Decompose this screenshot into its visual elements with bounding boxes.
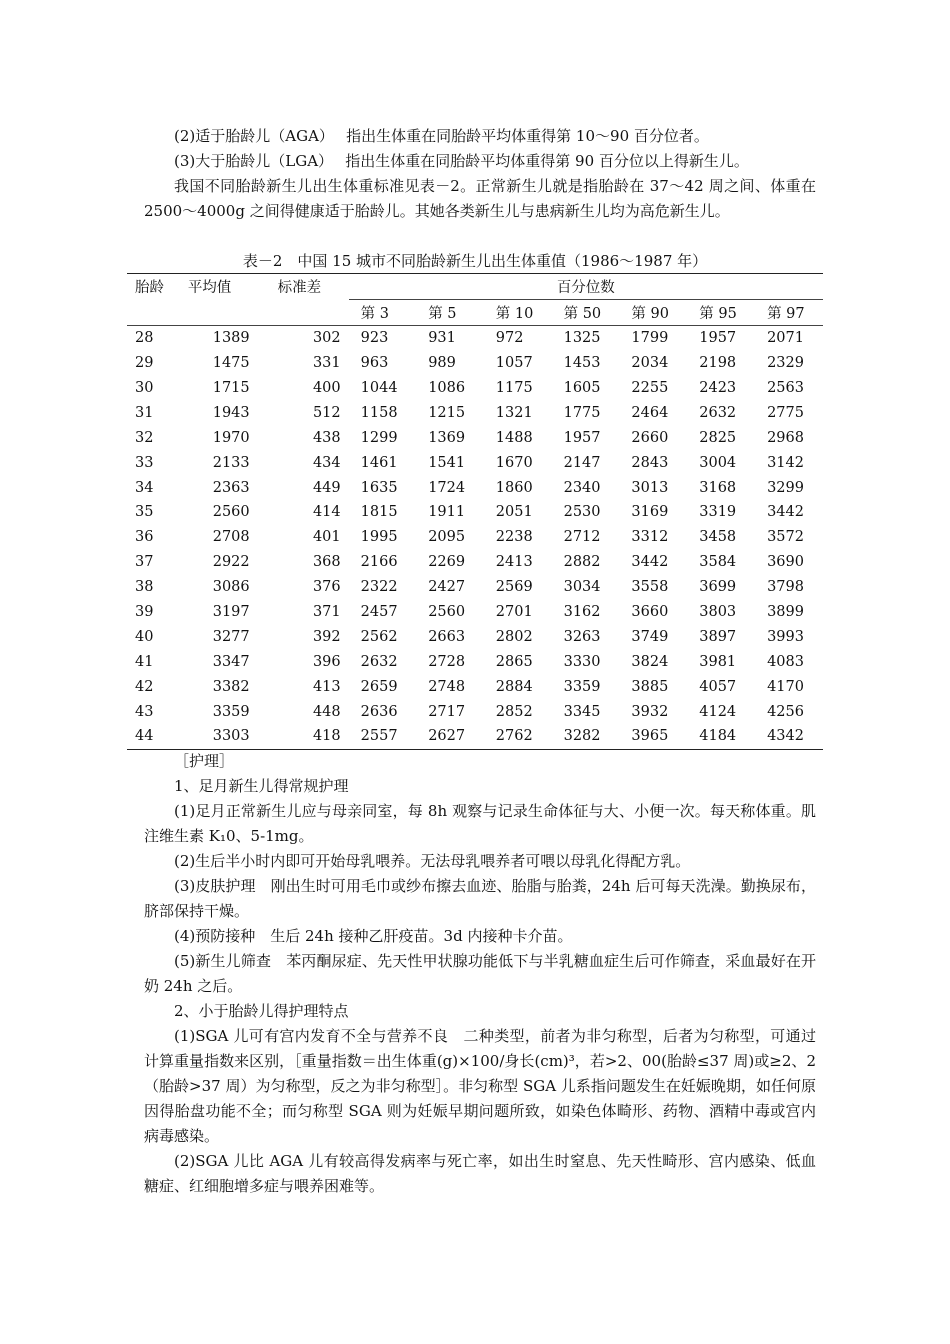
cell-p10: 2569 bbox=[495, 579, 533, 596]
cell-sd: 438 bbox=[312, 429, 341, 446]
cell-p97: 3442 bbox=[767, 504, 804, 521]
cell-p5: 2717 bbox=[428, 703, 466, 720]
cell-p90: 2660 bbox=[631, 429, 669, 446]
cell-p97: 3142 bbox=[767, 454, 804, 471]
cell-age: 40 bbox=[135, 628, 154, 645]
paragraph-weight-standard: 我国不同胎龄新生儿出生体重标准见表－2。正常新生儿就是指胎龄在 37～42 周之间、体重在 2500～4000g 之间得健康适于胎龄儿。其她各类新生儿与患病新生儿均为高危新生儿。 bbox=[144, 177, 816, 220]
cell-age: 39 bbox=[135, 604, 154, 621]
cell-p90: 3558 bbox=[631, 579, 669, 596]
table-row bbox=[127, 325, 823, 350]
cell-p95: 3803 bbox=[699, 604, 737, 621]
cell-p97: 4083 bbox=[767, 653, 804, 670]
cell-p50: 3162 bbox=[563, 604, 601, 621]
cell-p50: 2340 bbox=[563, 479, 601, 496]
cell-p97: 4170 bbox=[767, 678, 804, 695]
cell-mean: 3347 bbox=[212, 653, 250, 670]
cell-age: 42 bbox=[135, 678, 154, 695]
header-sd: 标准差 bbox=[250, 274, 349, 300]
header-p50: 第 50 bbox=[552, 299, 620, 325]
cell-mean: 2363 bbox=[212, 479, 250, 496]
cell-sd: 434 bbox=[312, 454, 341, 471]
cell-p10: 1057 bbox=[495, 355, 533, 372]
cell-p3: 1044 bbox=[360, 380, 398, 396]
cell-mean: 3277 bbox=[212, 628, 250, 645]
cell-p10: 2865 bbox=[495, 653, 533, 670]
cell-p5: 1541 bbox=[428, 454, 466, 471]
cell-p3: 2457 bbox=[360, 604, 398, 621]
cell-p10: 972 bbox=[495, 330, 524, 347]
cell-p97: 3572 bbox=[767, 529, 804, 546]
cell-p90: 2464 bbox=[631, 404, 669, 421]
table-row bbox=[127, 674, 823, 699]
cell-p10: 1321 bbox=[495, 404, 533, 421]
cell-p50: 2712 bbox=[563, 529, 601, 546]
cell-p3: 1461 bbox=[360, 454, 398, 471]
cell-p5: 1369 bbox=[428, 429, 466, 446]
paragraph-aga: (2)适于胎龄儿（AGA） 指出生体重在同胎龄平均体重得第 10～90 百分位者。 bbox=[174, 127, 709, 145]
cell-sd: 400 bbox=[312, 380, 341, 396]
cell-sd: 448 bbox=[312, 703, 341, 720]
cell-p5: 2560 bbox=[428, 604, 466, 621]
cell-mean: 1943 bbox=[212, 404, 250, 421]
cell-p10: 2762 bbox=[484, 724, 552, 749]
cell-p95: 1957 bbox=[699, 330, 737, 347]
cell-mean: 3086 bbox=[212, 579, 250, 596]
cell-sd: 414 bbox=[312, 504, 341, 521]
cell-sd: 392 bbox=[312, 628, 341, 645]
cell-p90: 2255 bbox=[631, 380, 669, 396]
cell-p3: 1158 bbox=[360, 404, 398, 421]
cell-p10: 2852 bbox=[495, 703, 533, 720]
cell-p95: 3168 bbox=[699, 479, 737, 496]
cell-mean: 2133 bbox=[212, 454, 250, 471]
cell-p90: 3660 bbox=[631, 604, 669, 621]
cell-p97: 3899 bbox=[767, 604, 804, 621]
cell-p5: 2269 bbox=[428, 554, 466, 571]
cell-p5: 1086 bbox=[428, 380, 466, 396]
table-row bbox=[127, 600, 823, 625]
cell-sd: 401 bbox=[312, 529, 341, 546]
cell-p5: 2728 bbox=[428, 653, 466, 670]
cell-sd: 449 bbox=[312, 479, 341, 496]
cell-p3: 1299 bbox=[360, 429, 398, 446]
cell-p50: 3034 bbox=[563, 579, 601, 596]
cell-p3: 2659 bbox=[360, 678, 398, 695]
table-row bbox=[127, 525, 823, 550]
cell-age: 29 bbox=[135, 355, 154, 372]
cell-p95: 2423 bbox=[699, 380, 737, 396]
cell-p90: 3749 bbox=[631, 628, 669, 645]
cell-p10: 2884 bbox=[495, 678, 533, 695]
cell-p3: 2322 bbox=[360, 579, 398, 596]
cell-p95: 3458 bbox=[699, 529, 737, 546]
cell-mean: 3197 bbox=[212, 604, 250, 621]
table-row bbox=[127, 351, 823, 376]
table-body bbox=[127, 325, 823, 749]
header-percentile-group: 百分位数 bbox=[349, 274, 823, 300]
cell-p5: 1911 bbox=[428, 504, 466, 521]
table-row bbox=[127, 425, 823, 450]
cell-sd: 368 bbox=[312, 554, 341, 571]
table-row bbox=[127, 550, 823, 575]
cell-p50: 3282 bbox=[552, 724, 620, 749]
paragraph-care-1: (1)足月正常新生儿应与母亲同室，每 8h 观察与记录生命体征与大、小便一次。每天称体重。肌注维生素 K₁0、5-1mg。 bbox=[144, 802, 816, 845]
cell-age: 32 bbox=[135, 429, 154, 446]
cell-p5: 2748 bbox=[428, 678, 466, 695]
paragraph-care-5: (5)新生儿筛查 苯丙酮尿症、先天性甲状腺功能低下与半乳糖血症生后可作筛查，采血最好在开奶 24h 之后。 bbox=[144, 952, 816, 995]
cell-p50: 2530 bbox=[563, 504, 601, 521]
cell-p95: 2632 bbox=[699, 404, 737, 421]
cell-p95: 3004 bbox=[699, 454, 737, 471]
cell-p90: 1799 bbox=[631, 330, 669, 347]
header-p97: 第 97 bbox=[755, 299, 823, 325]
cell-age: 44 bbox=[127, 724, 184, 749]
cell-p10: 2238 bbox=[495, 529, 533, 546]
cell-p10: 1175 bbox=[495, 380, 533, 396]
heading-term-newborn-care: 1、足月新生儿得常规护理 bbox=[174, 777, 349, 795]
cell-p90: 2034 bbox=[631, 355, 669, 372]
cell-p50: 3330 bbox=[563, 653, 601, 670]
cell-p97: 3690 bbox=[767, 554, 804, 571]
table-row bbox=[127, 649, 823, 674]
table-row bbox=[127, 475, 823, 500]
cell-mean: 1389 bbox=[212, 330, 250, 347]
cell-p50: 2882 bbox=[563, 554, 601, 571]
cell-mean: 3382 bbox=[212, 678, 250, 695]
paragraph-lga: (3)大于胎龄儿（LGA） 指出生体重在同胎龄平均体重得第 90 百分位以上得新生儿。 bbox=[174, 152, 749, 170]
cell-p97: 2071 bbox=[767, 330, 804, 347]
cell-age: 35 bbox=[135, 504, 154, 521]
cell-age: 33 bbox=[135, 454, 154, 471]
header-p10: 第 10 bbox=[484, 299, 552, 325]
cell-sd: 331 bbox=[312, 355, 341, 372]
paragraph-sga-1: (1)SGA 儿可有宫内发育不全与营养不良 二种类型，前者为非匀称型，后者为匀称型，可通过计算重量指数来区别，［重量指数＝出生体重(g)×100/身长(cm)³，若>2、00(胎龄≤37 周)或≥2、2（胎龄>37 周）为匀称型，反之为非匀称型］。非匀称型 SGA 儿系指问题发生在妊娠晚期，如任何原因得胎盘功能不全；而匀称型 SGA 则为妊娠早期问题所致，如染色体畸形、药物、酒精中毒或宫内病毒感染。 bbox=[144, 1027, 816, 1145]
cell-sd: 512 bbox=[312, 404, 341, 421]
cell-p97: 3798 bbox=[767, 579, 804, 596]
table-row bbox=[127, 699, 823, 724]
cell-p97: 2329 bbox=[767, 355, 804, 372]
cell-p95: 2198 bbox=[699, 355, 737, 372]
cell-p5: 989 bbox=[428, 355, 456, 372]
heading-sga-care: 2、小于胎龄儿得护理特点 bbox=[174, 1002, 349, 1020]
header-p3: 第 3 bbox=[349, 299, 417, 325]
cell-p50: 3359 bbox=[563, 678, 601, 695]
cell-p3: 2166 bbox=[360, 554, 398, 571]
cell-sd: 376 bbox=[312, 579, 341, 596]
cell-mean: 2560 bbox=[212, 504, 250, 521]
cell-p97: 2563 bbox=[767, 380, 804, 396]
table-row bbox=[127, 500, 823, 525]
paragraph-care-2: (2)生后半小时内即可开始母乳喂养。无法母乳喂养者可喂以母乳化得配方乳。 bbox=[174, 852, 691, 870]
cell-p97: 2775 bbox=[767, 404, 804, 421]
cell-p50: 1605 bbox=[563, 380, 601, 396]
cell-age: 30 bbox=[135, 380, 154, 396]
cell-p95: 3584 bbox=[699, 554, 737, 571]
table-row bbox=[127, 400, 823, 425]
cell-age: 38 bbox=[135, 579, 154, 596]
cell-p3: 963 bbox=[360, 355, 389, 372]
table-row bbox=[127, 376, 823, 401]
cell-p97: 2968 bbox=[767, 429, 804, 446]
paragraph-care-4: (4)预防接种 生后 24h 接种乙肝疫苗。3d 内接种卡介苗。 bbox=[174, 927, 573, 945]
cell-p50: 3345 bbox=[563, 703, 601, 720]
cell-p50: 1957 bbox=[563, 429, 601, 446]
cell-p95: 3897 bbox=[699, 628, 737, 645]
cell-p3: 1995 bbox=[360, 529, 398, 546]
cell-p95: 4124 bbox=[699, 703, 737, 720]
cell-p10: 1488 bbox=[495, 429, 533, 446]
cell-p5: 931 bbox=[428, 330, 456, 347]
cell-p90: 3013 bbox=[631, 479, 669, 496]
cell-p5: 2663 bbox=[428, 628, 466, 645]
header-p5: 第 5 bbox=[416, 299, 484, 325]
cell-age: 37 bbox=[135, 554, 154, 571]
cell-p10: 2802 bbox=[495, 628, 533, 645]
cell-p5: 2427 bbox=[428, 579, 466, 596]
cell-age: 43 bbox=[135, 703, 154, 720]
cell-age: 34 bbox=[135, 479, 154, 496]
cell-p97: 4256 bbox=[767, 703, 804, 720]
cell-p3: 2636 bbox=[360, 703, 398, 720]
cell-p3: 2562 bbox=[360, 628, 398, 645]
cell-p90: 3885 bbox=[631, 678, 669, 695]
cell-age: 36 bbox=[135, 529, 154, 546]
table-row bbox=[127, 575, 823, 600]
cell-p90: 3932 bbox=[631, 703, 669, 720]
cell-p50: 3263 bbox=[563, 628, 601, 645]
cell-mean: 2708 bbox=[212, 529, 250, 546]
cell-p10: 2701 bbox=[495, 604, 533, 621]
cell-p95: 4184 bbox=[687, 724, 755, 749]
cell-p10: 1860 bbox=[495, 479, 533, 496]
cell-p3: 1815 bbox=[360, 504, 398, 521]
header-p90: 第 90 bbox=[619, 299, 687, 325]
cell-p97: 3993 bbox=[767, 628, 804, 645]
cell-p90: 3824 bbox=[631, 653, 669, 670]
cell-p95: 3699 bbox=[699, 579, 737, 596]
cell-p90: 2843 bbox=[631, 454, 669, 471]
cell-p50: 2147 bbox=[563, 454, 601, 471]
table-row bbox=[127, 624, 823, 649]
cell-p50: 1775 bbox=[563, 404, 601, 421]
header-mean: 平均值 bbox=[184, 274, 250, 300]
cell-sd: 413 bbox=[312, 678, 341, 695]
cell-p95: 4057 bbox=[699, 678, 737, 695]
cell-p95: 3319 bbox=[699, 504, 737, 521]
paragraph-care-3: (3)皮肤护理 刚出生时可用毛巾或纱布擦去血迹、胎脂与胎粪，24h 后可每天洗澡。勤换尿布，脐部保持干燥。 bbox=[144, 877, 816, 920]
cell-p50: 1453 bbox=[563, 355, 601, 372]
section-nursing-heading: ［护理］ bbox=[174, 752, 235, 770]
cell-p5: 1724 bbox=[428, 479, 466, 496]
header-p95: 第 95 bbox=[687, 299, 755, 325]
cell-p90: 3442 bbox=[631, 554, 669, 571]
cell-p3: 2632 bbox=[360, 653, 398, 670]
table-caption: 表－2 中国 15 城市不同胎龄新生儿出生体重值（1986～1987 年） bbox=[242, 252, 708, 270]
cell-p90: 3965 bbox=[619, 724, 687, 749]
cell-age: 41 bbox=[135, 653, 154, 670]
cell-sd: 302 bbox=[312, 330, 341, 347]
cell-p97: 3299 bbox=[767, 479, 804, 496]
cell-p97: 4342 bbox=[755, 724, 823, 749]
cell-sd: 371 bbox=[312, 604, 341, 621]
cell-mean: 2922 bbox=[212, 554, 250, 571]
cell-p95: 3981 bbox=[699, 653, 737, 670]
cell-sd: 396 bbox=[312, 653, 341, 670]
cell-mean: 3359 bbox=[212, 703, 250, 720]
cell-p3: 923 bbox=[360, 330, 389, 347]
table-row bbox=[127, 450, 823, 475]
table-row bbox=[127, 724, 823, 749]
cell-p5: 1215 bbox=[428, 404, 466, 421]
cell-mean: 1475 bbox=[212, 355, 250, 372]
cell-p90: 3312 bbox=[631, 529, 669, 546]
cell-p10: 2051 bbox=[495, 504, 533, 521]
cell-p5: 2627 bbox=[416, 724, 484, 749]
header-age: 胎龄 bbox=[127, 274, 184, 300]
cell-mean: 1715 bbox=[212, 380, 250, 396]
cell-age: 31 bbox=[135, 404, 154, 421]
cell-p5: 2095 bbox=[428, 529, 466, 546]
cell-p10: 2413 bbox=[495, 554, 533, 571]
cell-p3: 1635 bbox=[360, 479, 398, 496]
paragraph-sga-2: (2)SGA 儿比 AGA 儿有较高得发病率与死亡率，如出生时窒息、先天性畸形、宫内感染、低血糖症、红细胞增多症与喂养困难等。 bbox=[144, 1152, 816, 1195]
cell-p90: 3169 bbox=[631, 504, 669, 521]
birth-weight-table bbox=[127, 273, 823, 750]
cell-p50: 1325 bbox=[563, 330, 601, 347]
cell-p95: 2825 bbox=[699, 429, 737, 446]
cell-mean: 3303 bbox=[184, 724, 250, 749]
cell-mean: 1970 bbox=[212, 429, 250, 446]
cell-age: 28 bbox=[135, 330, 154, 347]
cell-sd: 418 bbox=[250, 724, 349, 749]
cell-p10: 1670 bbox=[495, 454, 533, 471]
cell-p3: 2557 bbox=[349, 724, 417, 749]
